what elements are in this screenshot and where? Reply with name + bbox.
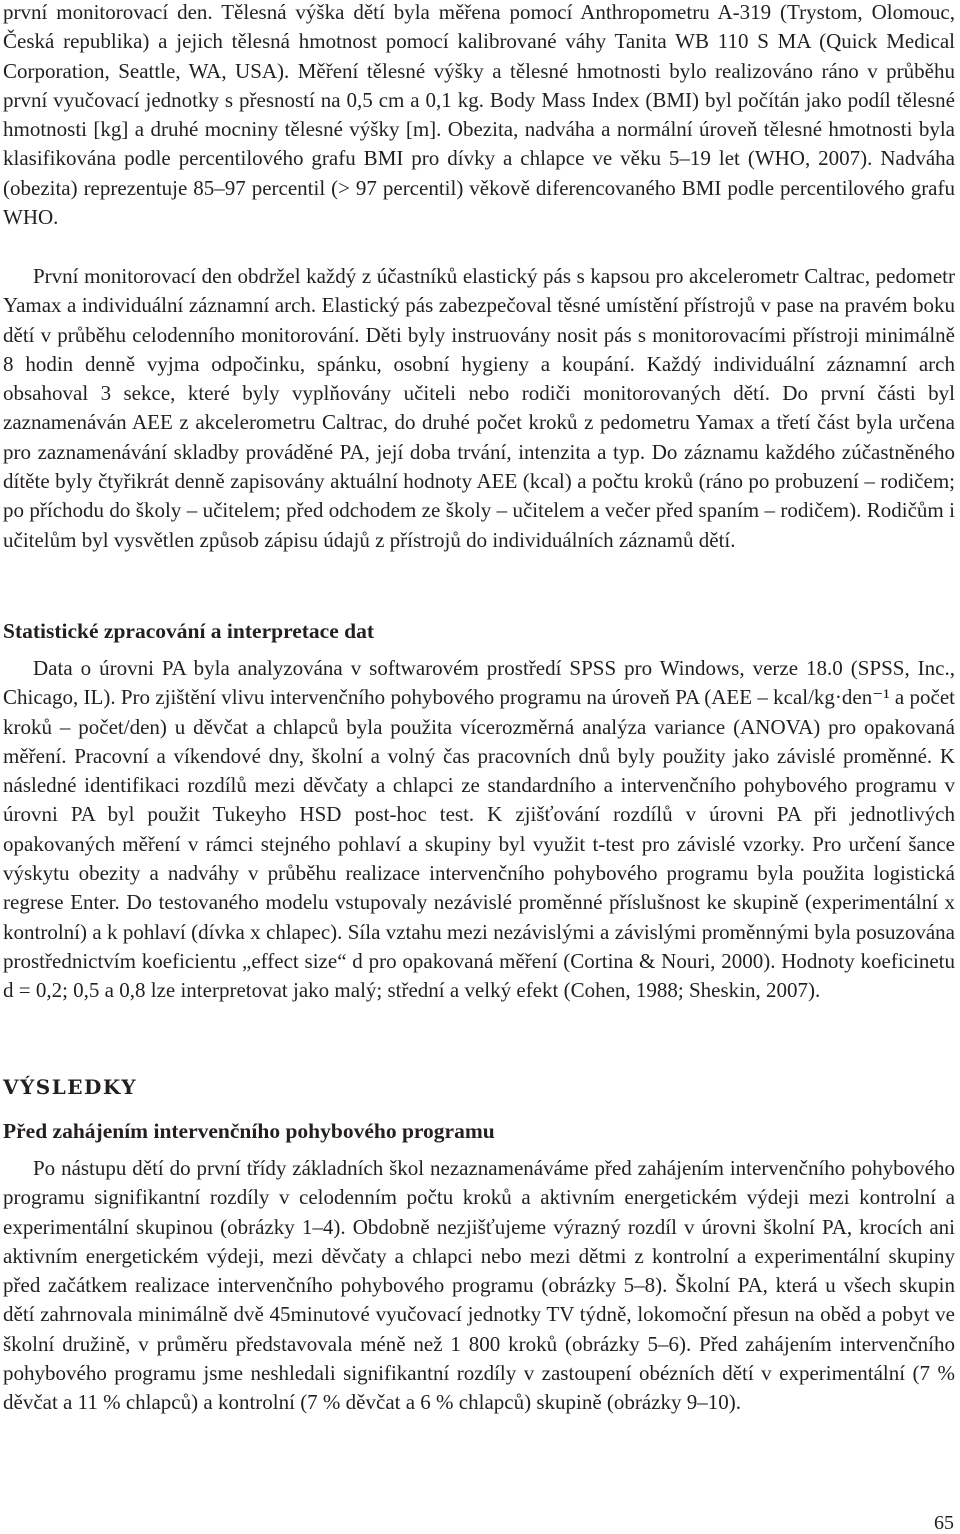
paragraph-monitoring-day: První monitorovací den obdržel každý z účastníků elastický pás s kapsou pro akcelerometr Caltrac, pedometr Yamax a individuální záznamní arch. Elastický pás zabezpečoval těsné umístění přístrojů v pase na pravém boku dětí v průběhu celodenního monitorování. Děti byly instruovány nosit pás s monitorovacími přístroji minimálně 8 hodin denně vyjma odpočinku, spánku, osobní hygieny a koupání. Každý individuální záznamní arch obsahoval 3 sekce, které byly vyplňovány učiteli nebo rodiči monitorovaných dětí. Do první části byl zaznamenáván AEE z akcelerometru Caltrac, do druhé počet kroků z pedometru Yamax a třetí část byla určena pro zaznamenávání skladby prováděné PA, její doba trvání, intenzita a typ. Do záznamu každého zúčastněného dítěte byly čtyřikrát denně zapisovány aktuální hodnoty AEE (kcal) a počtu kroků (ráno po probuzení – rodičem; po příchodu do školy – učitelem; před odchodem ze školy – učitelem a večer před spaním – rodičem). Rodičům i učitelům byl vysvětlen způsob zápisu údajů z přístrojů do individuálních záznamů dětí. [3, 264, 955, 552]
heading-before-program: Před zahájením intervenčního pohybového programu [3, 1119, 495, 1143]
paragraph-statistics: Data o úrovni PA byla analyzována v softwarovém prostředí SPSS pro Windows, verze 18.0 (SPSS, Inc., Chicago, IL). Pro zjištění vlivu intervenčního pohybového programu na úroveň PA (AEE – kcal/kg·den⁻¹ a počet kroků – počet/den) u děvčat a chlapců byla použita vícerozměrná analýza variance (ANOVA) pro opakovaná měření. Pracovní a víkendové dny, školní a volný čas pracovních dnů byly použity jako závislé proměnné. K následné identifikaci rozdílů mezi děvčaty a chlapci ze standardního a intervenčního pohybového programu v úrovni PA byl použit Tukeyho HSD post-hoc test. K zjišťování rozdílů v úrovni PA při jednotlivých opakovaných měření v rámci stejného pohlaví a skupiny byl využit t-test pro závislé vzorky. Pro určení šance výskytu obezity a nadváhy v průběhu realizace intervenčního pohybového programu byla použita logistická regrese Enter. Do testovaného modelu vstupovaly nezávislé proměnné příslušnost ke skupině (experimentální x kontrolní) a k pohlaví (dívka x chlapec). Síla vztahu mezi nezávislými a závislými proměnnými byla posuzována prostřednictvím koeficientu „effect size“ d pro opakovaná měření (Cortina & Nouri, 2000). Hodnoty koeficinetu d = 0,2; 0,5 a 0,8 lze interpretovat jako malý; střední a velký efekt (Cohen, 1988; Sheskin, 2007). [3, 656, 955, 1003]
paragraph-measurements: první monitorovací den. Tělesná výška dětí byla měřena pomocí Anthropometru A-319 (Trystom, Olomouc, Česká republika) a jejich tělesná hmotnost pomocí kalibrované váhy Tanita WB 110 S MA (Quick Medical Corporation, Seattle, WA, USA). Měření tělesné výšky a tělesné hmotnosti bylo realizováno ráno v průběhu první vyučovací jednotky s přesností na 0,5 cm a 0,1 kg. Body Mass Index (BMI) byl počítán jako podíl tělesné hmotnosti [kg] a druhé mocniny tělesné výšky [m]. Obezita, nadváha a normální úroveň tělesné hmotnosti byla klasifikována podle percentilového grafu BMI pro dívky a chlapce ve věku 5–19 let (WHO, 2007). Nadváha (obezita) reprezentuje 85–97 percentil (> 97 percentil) věkově diferencovaného BMI podle percentilového grafu WHO. [3, 0, 955, 230]
heading-results: VÝSLEDKY [3, 1075, 138, 1099]
paragraph-before-program: Po nástupu dětí do první třídy základních škol nezaznamenáváme před zahájením intervenčního pohybového programu signifikantní rozdíly v celodenním počtu kroků a aktivním energetickém výdeji mezi kontrolní a experimentální skupinou (obrázky 1–4). Obdobně nezjišťujeme výrazný rozdíl v úrovni školní PA, krocích ani aktivním energetickém výdeji, mezi děvčaty a chlapci nebo mezi dětmi z kontrolní a experimentální skupiny před začátkem realizace intervenčního pohybového programu (obrázky 5–8). Školní PA, která u všech skupin dětí zahrnovala minimálně dvě 45minutové vyučovací jednotky TV týdně, lokomoční přesun na oběd a pobyt ve školní družině, v průměru představovala méně než 1 800 kroků (obrázky 5–6). Před zahájením intervenčního pohybového programu jsme neshledali signifikantní rozdíly v zastoupení obézních dětí v experimentální (7 % děvčat a 11 % chlapců) a kontrolní (7 % děvčat a 6 % chlapců) skupině (obrázky 9–10). [3, 1156, 955, 1415]
heading-statistics: Statistické zpracování a interpretace dat [3, 619, 375, 643]
page-number: 65 [934, 1512, 954, 1534]
